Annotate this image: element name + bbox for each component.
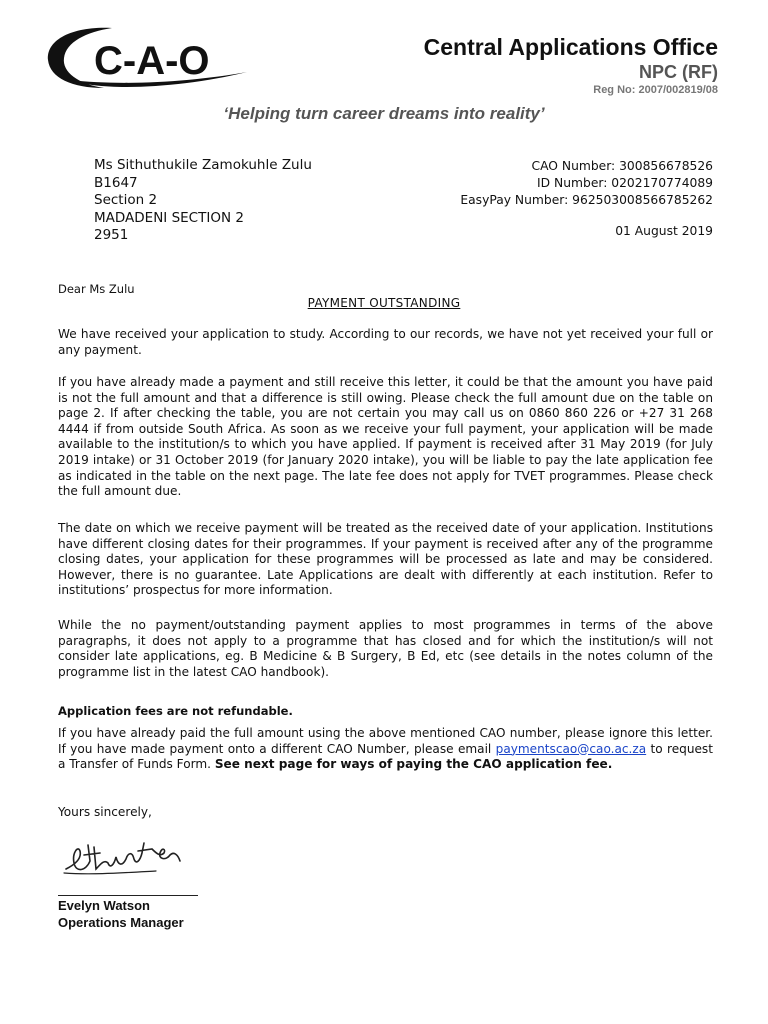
easypay-number: EasyPay Number: 962503008566785262 [460, 193, 713, 207]
fees-note: Application fees are not refundable. [58, 704, 293, 718]
registration-number: Reg No: 2007/002819/08 [593, 84, 718, 96]
postal-code: 2951 [94, 227, 129, 243]
email-link[interactable]: paymentscao@cao.ac.za [495, 741, 647, 756]
paragraph-bold-text: See next page for ways of paying the CAO application fee. [214, 757, 613, 772]
address-line: MADADENI SECTION 2 [94, 209, 244, 226]
letter-subject: PAYMENT OUTSTANDING [307, 296, 461, 310]
recipient-name: Ms Sithuthukile Zamokuhle Zulu [94, 157, 312, 173]
recipient-address [94, 157, 312, 245]
letter-date: 01 August 2019 [615, 224, 713, 238]
salutation: Dear Ms Zulu [58, 282, 135, 296]
paragraph-text: If you have already paid the full amount using the above mentioned CAO number, please ignore this letter. If you have made payment onto a different CAO Number, please email [58, 726, 713, 756]
reference-block [460, 158, 713, 209]
logo-text: C-A-O [94, 39, 210, 83]
address-line: B1647 [94, 174, 138, 191]
organization-name: Central Applications Office [423, 34, 718, 60]
paragraph: The date on which we receive payment will be treated as the received date of your application. Institutions have different closing dates for their programmes. If your payment is received after any of the programme closing dates, your application for these programmes will be processed as late and may be considered. However, there is no guarantee. Late Applications are dealt with differently at each institution. Refer to institutions’ prospectus for more information. [58, 521, 713, 598]
paragraph-text: to request a Transfer of Funds Form. [58, 741, 713, 772]
paragraph: If you have already made a payment and still receive this letter, it could be that the amount you have paid is not the full amount and that a difference is still owing. Please check the full amount due on the table on page 2. If after checking the table, you are not certain you may call us on 0860 860 226 or +27 31 268 4444 if from outside South Africa. As soon as we receive your full payment, your application will be made available to the institution/s to which you have applied. If payment is received after 31 May 2019 (for July 2019 intake) or 31 October 2019 (for January 2020 intake), you will be liable to pay the late application fee as indicated in the table on the next page. The late fee does not apply for TVET programmes. Please check the full amount due. [58, 375, 713, 499]
signatory-title: Operations Manager [58, 915, 184, 930]
paragraph: We have received your application to study. According to our records, we have not yet received your full or any payment. [58, 327, 713, 357]
id-number: ID Number: 0202170774089 [537, 176, 713, 190]
organization-type: NPC (RF) [639, 62, 718, 82]
tagline: ‘Helping turn career dreams into reality’ [223, 104, 545, 123]
paragraph [58, 726, 713, 773]
handwritten-signature [60, 835, 190, 879]
closing: Yours sincerely, [58, 805, 152, 819]
cao-number: CAO Number: 300856678526 [531, 159, 713, 173]
cao-logo [42, 22, 252, 92]
paragraph: While the no payment/outstanding payment applies to most programmes in terms of the above paragraphs, it does not apply to a programme that has closed and for which the institution/s will not consider late applications, eg. B Medicine & B Surgery, B Ed, etc (see details in the notes column of the programme list in the latest CAO handbook). [58, 618, 713, 679]
address-line: Section 2 [94, 192, 158, 208]
signature-line [58, 895, 198, 896]
signatory-name: Evelyn Watson [58, 898, 150, 913]
